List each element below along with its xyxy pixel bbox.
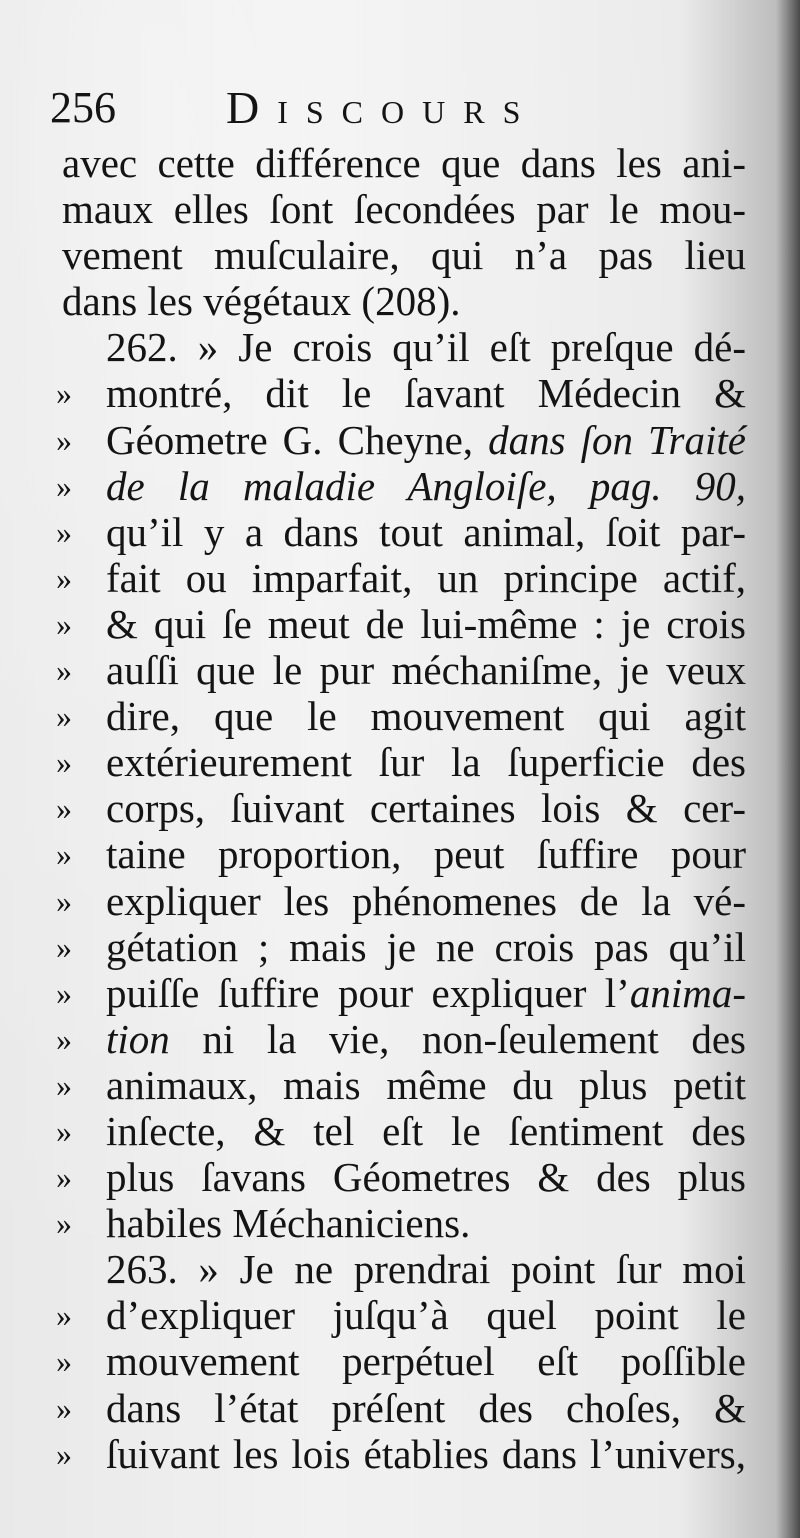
quotation-mark: » [56,836,72,873]
text-line [56,970,746,1016]
line-text: 262. » Je crois qu’il eſt preſque dé- [106,324,746,371]
text-line [56,370,746,416]
quotation-mark: » [56,559,72,596]
line-text: expliquer les phénomenes de la vé- [106,877,746,924]
line-text: corps, ſuivant certaines lois & cer- [106,785,746,832]
quotation-mark: » [56,513,72,550]
quotation-mark: » [56,1389,72,1426]
line-text: maux elles ſont ſecondées par le mou- [62,186,746,233]
text-line [56,463,746,509]
text-line [56,693,746,739]
line-text: habiles Méchaniciens. [106,1200,471,1247]
quotation-mark: » [56,882,72,919]
line-text: dans l’état préſent des choſes, & [106,1384,746,1431]
text-line [56,785,746,831]
line-text: inſecte, & tel eſt le ſentiment des [106,1107,746,1154]
text-line [56,1200,746,1246]
text-line [56,232,746,278]
text-line [56,831,746,877]
body-text [56,140,746,1477]
line-text: extérieurement ſur la ſuperficie des [106,739,746,786]
line-text: montré, dit le ſavant Médecin & [106,370,746,417]
line-text: puiſſe ſuffire pour expliquer l’anima- [106,969,746,1016]
quotation-mark: » [56,928,72,965]
quotation-mark: » [56,1112,72,1149]
text-line [56,1154,746,1200]
quotation-mark: » [56,467,72,504]
text-line [56,509,746,555]
text-line [56,324,746,370]
line-text: dire, que le mouvement qui agit [106,693,746,740]
line-text: ſuivant les lois établies dans l’univers, [106,1430,746,1477]
quotation-mark: » [56,421,72,458]
text-line [56,555,746,601]
line-text: avec cette différence que dans les ani- [62,140,746,186]
quotation-mark: » [56,744,72,781]
text-line [56,647,746,693]
quotation-mark: » [56,375,72,412]
line-text: gétation ; mais je ne crois pas qu’il [106,923,746,970]
quotation-mark: » [56,1020,72,1057]
text-line [56,140,746,186]
text-line [56,601,746,647]
text-line [56,186,746,232]
line-text: tion ni la vie, non-ſeulement des [106,1015,746,1062]
line-text: d’expliquer juſqu’à quel point le [106,1292,746,1339]
quotation-mark: » [56,605,72,642]
text-line [56,1016,746,1062]
line-text: Géometre G. Cheyne, dans ſon Traité [106,416,746,463]
quotation-mark: » [56,1066,72,1103]
line-text: vement muſculaire, qui n’a pas lieu [62,232,746,279]
text-line [56,417,746,463]
text-line [56,1108,746,1154]
line-text: 263. » Je ne prendrai point ſur moi [106,1246,746,1293]
text-line [56,1246,746,1292]
text-line [56,1292,746,1338]
running-title: Discours [226,82,539,133]
text-line [56,878,746,924]
quotation-mark: » [56,698,72,735]
line-text: animaux, mais même du plus petit [106,1061,746,1108]
page-number: 256 [50,83,116,132]
line-text: fait ou imparfait, un principe actif, [106,554,746,601]
line-text: mouvement perpétuel eſt poſſible [106,1338,746,1385]
text-line [56,739,746,785]
quotation-mark: » [56,1159,72,1196]
quotation-mark: » [56,1435,72,1472]
text-line [56,1431,746,1477]
line-text: auſſi que le pur méchaniſme, je veux [106,647,746,694]
quotation-mark: » [56,652,72,689]
quotation-mark: » [56,1297,72,1334]
quotation-mark: » [56,1343,72,1380]
quotation-mark: » [56,974,72,1011]
line-text: qu’il y a dans tout animal, ſoit par- [106,508,746,555]
line-text: & qui ſe meut de lui-même : je crois [106,600,746,647]
quotation-mark: » [56,1205,72,1242]
line-text: dans les végétaux (208). [62,278,461,325]
page-header [50,82,610,134]
line-text: de la maladie Angloiſe, pag. 90, [106,462,746,509]
text-line [56,278,746,324]
line-text: plus ſavans Géometres & des plus [106,1154,746,1201]
text-line [56,924,746,970]
text-line [56,1385,746,1431]
text-line [56,1062,746,1108]
quotation-mark: » [56,790,72,827]
text-line [56,1338,746,1384]
line-text: taine proportion, peut ſuffire pour [106,831,746,878]
